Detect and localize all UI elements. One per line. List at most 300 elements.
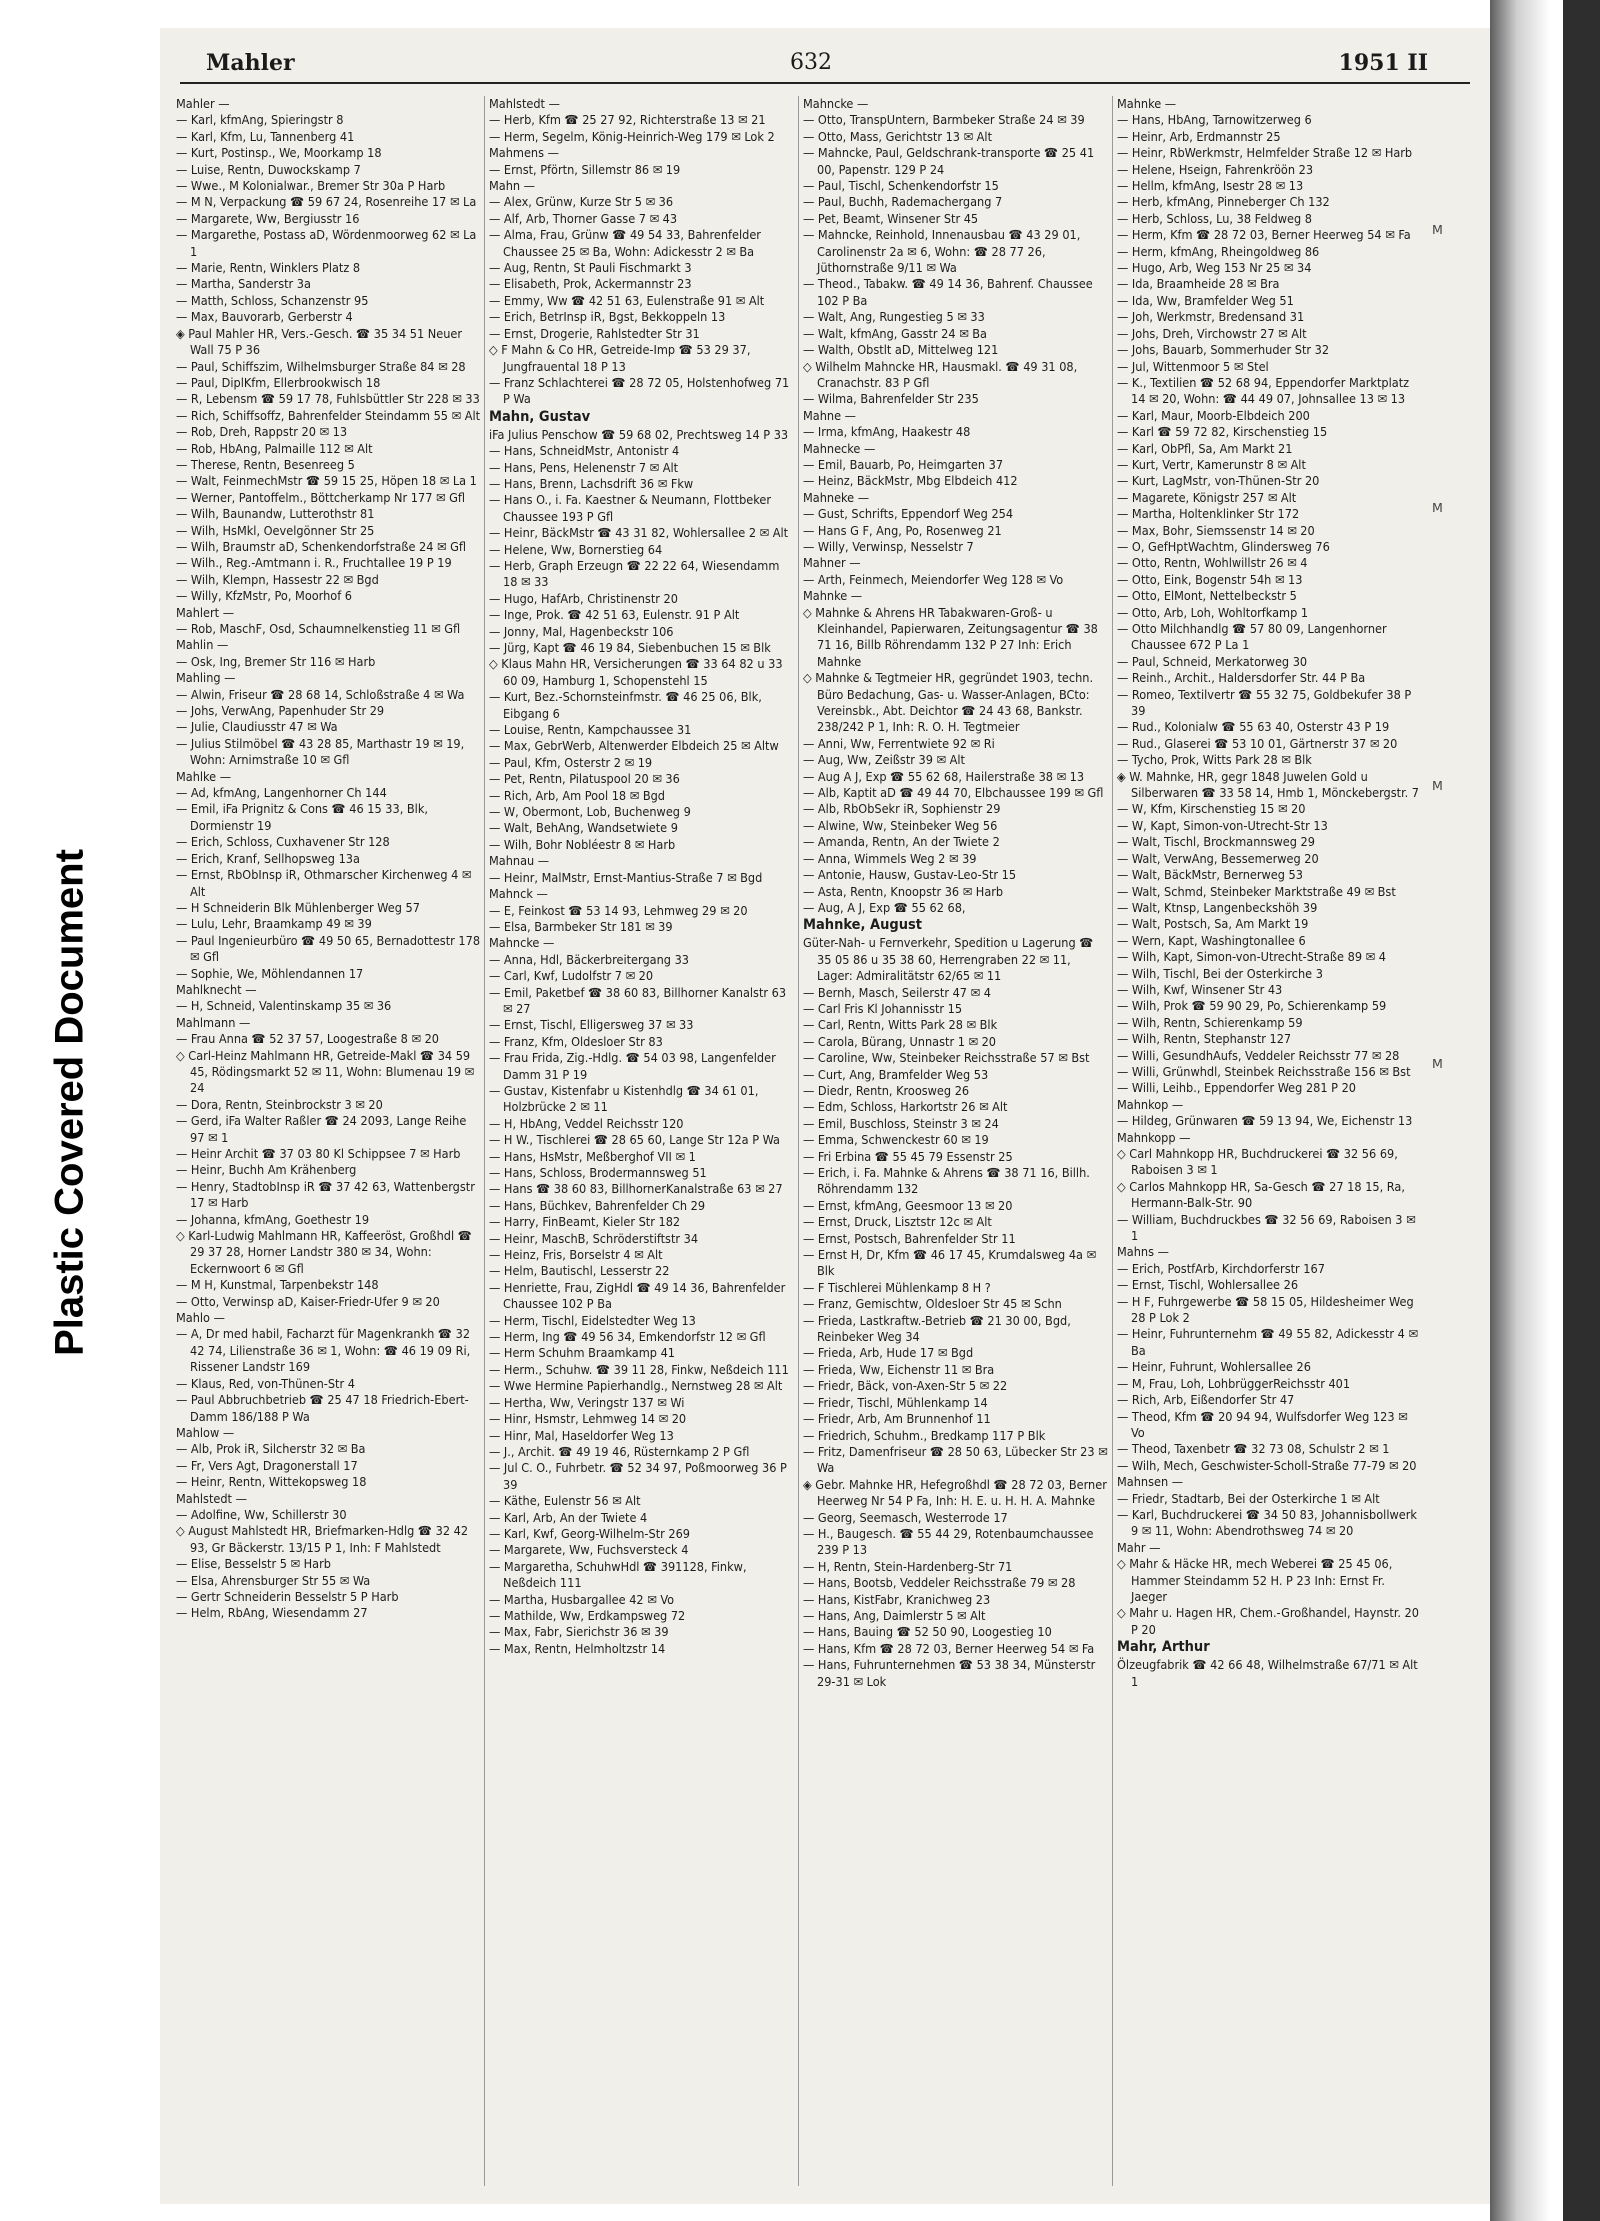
directory-entry: — Heinz, Fris, Borselstr 4 ✉ Alt (489, 1247, 663, 1263)
directory-entry: Mahnck — (489, 886, 548, 902)
directory-entry: — Kurt, Vertr, Kamerunstr 8 ✉ Alt (1117, 456, 1306, 472)
directory-entry: — Helene, Hseign, Fahrenkröön 23 (1117, 161, 1314, 177)
directory-entry: — Therese, Rentn, Besenreeg 5 (176, 456, 355, 472)
directory-entry: — Paul, Tischl, Schenkendorfstr 15 (803, 178, 999, 194)
directory-entry: — Paul, DiplKfm, Ellerbrookwisch 18 (176, 374, 381, 390)
directory-entry: — H, Rentn, Stein-Hardenberg-Str 71 (803, 1558, 1013, 1574)
directory-entry: — Margarete, Ww, Fuchsversteck 4 (489, 1542, 689, 1558)
directory-entry: — Arth, Feinmech, Meiendorfer Weg 128 ✉ Vo (803, 571, 1064, 587)
directory-entry: — Alwine, Ww, Steinbeker Weg 56 (803, 817, 998, 833)
column-rule (484, 96, 485, 2186)
directory-entry: — Hans, Schloss, Brodermannsweg 51 (489, 1165, 707, 1180)
directory-entry: — M, Frau, Loh, LohbrüggerReichsstr 401 (1117, 1375, 1351, 1391)
directory-heading: Mahr, Arthur (1117, 1639, 1210, 1656)
directory-entry: — Elsa, Barmbeker Str 181 ✉ 39 (489, 918, 673, 934)
directory-entry: — Frieda, Ww, Eichenstr 11 ✉ Bra (803, 1361, 995, 1377)
directory-entry: ◈ W. Mahnke, HR, gegr 1848 Juwelen Gold u Silberwaren ☎ 33 58 14, Hmb 1, Mönckebergstr. 7 (1117, 768, 1419, 801)
directory-entry: — Fri Erbina ☎ 55 45 79 Essenstr 25 (803, 1148, 1013, 1164)
directory-entry: — Emma, Schwenckestr 60 ✉ 19 (803, 1132, 989, 1148)
directory-entry: — Hans O., i. Fa. Kaestner & Neumann, Flottbeker Chaussee 193 P Gfl (489, 492, 771, 524)
directory-entry: — Erich, PostfArb, Kirchdorferstr 167 (1117, 1260, 1325, 1276)
directory-entry: — Willi, Grünwhdl, Steinbek Reichsstraße 156 ✉ Bst (1117, 1063, 1411, 1079)
directory-entry: — Käthe, Eulenstr 56 ✉ Alt (489, 1493, 641, 1509)
directory-entry: — Erich, Schloss, Cuxhavener Str 128 (176, 834, 390, 850)
directory-entry: — Ernst, RbObInsp iR, Othmarscher Kirchenweg 4 ✉ Alt (176, 867, 472, 899)
directory-entry: — F Tischlerei Mühlenkamp 8 H ? (803, 1279, 991, 1295)
directory-entry: — Wilh, Mech, Geschwister-Scholl-Straße 77-79 ✉ 20 (1117, 1457, 1417, 1473)
directory-entry: — Rob, HbAng, Palmaille 112 ✉ Alt (176, 440, 373, 456)
directory-entry: — Wern, Kapt, Washingtonallee 6 (1117, 932, 1306, 948)
directory-entry: ◈ Gebr. Mahnke HR, Hefegroßhdl ☎ 28 72 03, Berner Heerweg Nr 54 P Fa, Inh: H. E. u. H. H. A. Mahnke (803, 1476, 1107, 1509)
directory-column-1 (176, 96, 481, 2196)
directory-entry: ◇ Wilhelm Mahncke HR, Hausmakl. ☎ 49 31 08, Cranachstr. 83 P Gfl (803, 358, 1078, 390)
directory-entry: — Willy, Verwinsp, Nesselstr 7 (803, 538, 974, 554)
directory-entry: — Emmy, Ww ☎ 42 51 63, Eulenstraße 91 ✉ Alt (489, 292, 765, 308)
directory-entry: — Karl, Kfm, Lu, Tannenberg 41 (176, 128, 355, 144)
directory-entry: Mahnkopp — (1117, 1129, 1191, 1145)
directory-entry: — Wilma, Bahrenfelder Str 235 (803, 391, 979, 407)
directory-entry: — Ernst, Pförtn, Sillemstr 86 ✉ 19 (489, 161, 681, 177)
directory-entry: — Ernst H, Dr, Kfm ☎ 46 17 45, Krumdalsweg 4a ✉ Blk (803, 1247, 1097, 1279)
directory-entry: — Heinr, Fuhrunternehm ☎ 49 55 82, Adickesstr 4 ✉ Ba (1117, 1326, 1418, 1358)
directory-entry: — Rud., Glaserei ☎ 53 10 01, Gärtnerstr 37 ✉ 20 (1117, 735, 1398, 751)
margin-letters (1428, 96, 1458, 2196)
directory-entry: Mahner — (803, 555, 861, 571)
directory-entry: — Louise, Rentn, Kampchaussee 31 (489, 722, 692, 738)
directory-entry: — Wilh, Rentn, Schierenkamp 59 (1117, 1014, 1303, 1030)
directory-entry: Mahnke — (1117, 96, 1177, 111)
directory-entry: — Paul, Schneid, Merkatorweg 30 (1117, 653, 1308, 669)
directory-entry: — Max, GebrWerb, Altenwerder Elbdeich 25 ✉ Altw (489, 738, 779, 754)
directory-entry: — O, GefHptWachtm, Glindersweg 76 (1117, 538, 1330, 554)
directory-entry: — R, Lebensm ☎ 59 17 78, Fuhlsbüttler Str 228 ✉ 33 (176, 391, 480, 407)
directory-entry: — Otto Milchhandlg ☎ 57 80 09, Langenhorner Chaussee 672 P La 1 (1117, 621, 1387, 653)
directory-entry: — William, Buchdruckbes ☎ 32 56 69, Raboisen 3 ✉ 1 (1117, 1211, 1416, 1244)
directory-entry: — K., Textilien ☎ 52 68 94, Eppendorfer Marktplatz 14 ✉ 20, Wohn: ☎ 44 49 07, Johnsallee 13 ✉ 13 (1117, 374, 1410, 407)
directory-entry: — Emil, Bauarb, Po, Heimgarten 37 (803, 456, 1004, 472)
directory-entry: — Walt, Schmd, Steinbeker Marktstraße 49 ✉ Bst (1117, 883, 1396, 899)
directory-entry: — Hans, SchneidMstr, Antonistr 4 (489, 443, 680, 459)
directory-entry: — Pet, Rentn, Pilatuspool 20 ✉ 36 (489, 771, 680, 787)
directory-entry: — Karl, Kwf, Georg-Wilhelm-Str 269 (489, 1525, 691, 1541)
header-right: 1951 II (1338, 50, 1428, 76)
directory-entry: — Frau Anna ☎ 52 37 57, Loogestraße 8 ✉ 20 (176, 1031, 439, 1047)
directory-entry: — Karl ☎ 59 72 82, Kirschenstieg 15 (1117, 424, 1328, 440)
directory-entry: Mahnau — (489, 853, 550, 869)
directory-entry: — Hans, Pens, Helenenstr 7 ✉ Alt (489, 459, 679, 475)
directory-entry: — Julie, Claudiusstr 47 ✉ Wa (176, 719, 338, 735)
directory-entry: — Friedr, Tischl, Mühlenkamp 14 (803, 1394, 988, 1410)
directory-entry: Mahncke — (803, 96, 869, 111)
directory-entry: Mahn — (489, 178, 536, 194)
directory-entry: — Heinr, MalMstr, Ernst-Mantius-Straße 7 ✉ Bgd (489, 869, 763, 885)
directory-entry: — Rob, MaschF, Osd, Schaumnelkenstieg 11 ✉ Gfl (176, 621, 461, 636)
directory-entry: — Heinr, RbWerkmstr, Helmfelder Straße 12 ✉ Harb (1117, 145, 1413, 161)
directory-entry: — Fr, Vers Agt, Dragonerstall 17 (176, 1457, 358, 1473)
directory-entry: Mahr — (1117, 1539, 1161, 1555)
directory-entry: — Aug, Rentn, St Pauli Fischmarkt 3 (489, 260, 692, 276)
directory-entry: — Alb, Kaptit aD ☎ 49 44 70, Elbchaussee 199 ✉ Gfl (803, 785, 1104, 801)
directory-entry: — Diedr, Rentn, Kroosweg 26 (803, 1082, 970, 1098)
directory-entry: — E, Feinkost ☎ 53 14 93, Lehmweg 29 ✉ 20 (489, 902, 748, 918)
directory-entry: — Walt, Tischl, Brockmannsweg 29 (1117, 834, 1315, 850)
margin-letter: M (1432, 222, 1443, 237)
directory-column-2 (489, 96, 795, 2196)
directory-entry: — Frau Frida, Zig.-Hdlg. ☎ 54 03 98, Langenfelder Damm 31 P 19 (489, 1050, 776, 1082)
directory-entry: — Hans, Brenn, Lachsdrift 36 ✉ Fkw (489, 475, 694, 491)
directory-entry: — Aug, A J, Exp ☎ 55 62 68, (803, 899, 966, 915)
directory-entry: — Wilh, HsMkl, Oevelgönner Str 25 (176, 522, 375, 538)
directory-entry: — Heinz, BäckMstr, Mbg Elbdeich 412 (803, 473, 1018, 489)
directory-entry: ◇ F Mahn & Co HR, Getreide-Imp ☎ 53 29 37, Jungfrauental 18 P 13 (489, 342, 751, 374)
directory-entry: — Max, Fabr, Sierichstr 36 ✉ 39 (489, 1624, 669, 1640)
directory-entry: — H., Baugesch. ☎ 55 44 29, Rotenbaumchaussee 239 P 13 (803, 1525, 1094, 1558)
directory-entry: — Caroline, Ww, Steinbeker Reichsstraße 57 ✉ Bst (803, 1050, 1090, 1066)
directory-entry: — Klaus, Red, von-Thünen-Str 4 (176, 1375, 355, 1391)
page-edge-shadow (1490, 0, 1550, 2221)
directory-entry: — A, Dr med habil, Facharzt für Magenkrankh ☎ 32 42 74, Lilienstraße 36 ✉ 1, Wohn: ☎ 46 19 09 Ri, Rissener Landstr 169 (176, 1326, 471, 1375)
directory-entry: ◇ Mahnke & Tegtmeier HR, gegründet 1903, techn. Büro Bedachung, Gas- u. Wasser-Anlagen, BCto: Vereinsbk., Abt. Deichtor ☎ 24 43 68, Bankstr. 238/242 P 1, Inh: R. O. H. Tegtmeier (803, 670, 1094, 735)
page-number: 632 (790, 50, 832, 75)
directory-entry: — Wilh, Klempn, Hassestr 22 ✉ Bgd (176, 571, 379, 587)
directory-entry: — Jul, Wittenmoor 5 ✉ Stel (1117, 358, 1269, 374)
directory-entry: — Hugo, HafArb, Christinenstr 20 (489, 590, 678, 606)
directory-entry: — Fritz, Damenfriseur ☎ 28 50 63, Lübecker Str 23 ✉ Wa (803, 1443, 1108, 1476)
directory-entry: ◇ Carl Mahnkopp HR, Buchdruckerei ☎ 32 56 69, Raboisen 3 ✉ 1 (1117, 1146, 1398, 1178)
directory-entry: — Hans, Ang, Daimlerstr 5 ✉ Alt (803, 1607, 986, 1623)
directory-entry: — Heinr, Fuhrunt, Wohlersallee 26 (1117, 1359, 1311, 1375)
directory-entry: — Ernst, Drogerie, Rahlstedter Str 31 (489, 325, 700, 341)
directory-entry: — Magarete, Königstr 257 ✉ Alt (1117, 489, 1297, 505)
directory-entry: ◇ Mahr u. Hagen HR, Chem.-Großhandel, Haynstr. 20 P 20 (1117, 1605, 1419, 1637)
directory-entry: — H W., Tischlerei ☎ 28 65 60, Lange Str 12a P Wa (489, 1132, 780, 1148)
directory-entry: — Elisabeth, Prok, Ackermannstr 23 (489, 276, 692, 292)
directory-entry: Mahnecke — (803, 440, 876, 456)
directory-entry: — Herm, Tischl, Eidelstedter Weg 13 (489, 1312, 696, 1328)
directory-entry: — Friedr, Arb, Am Brunnenhof 11 (803, 1411, 991, 1427)
directory-entry: — Alf, Arb, Thorner Gasse 7 ✉ 43 (489, 210, 678, 226)
directory-entry: — Ida, Ww, Bramfelder Weg 51 (1117, 292, 1294, 308)
directory-entry: — Otto, ElMont, Nettelbeckstr 5 (1117, 588, 1297, 604)
directory-entry: — Martha, Holtenklinker Str 172 (1117, 506, 1300, 522)
directory-entry: Güter-Nah- u Fernverkehr, Spedition u Lagerung ☎ 35 05 86 u 35 38 60, Herrengraben 22 ✉ 11, Lager: Admiralitätstr 62/65 ✉ 11 (803, 935, 1094, 984)
directory-entry: Mahmens — (489, 145, 559, 161)
header-left: Mahler (206, 50, 295, 76)
directory-entry: — Martha, Husbargallee 42 ✉ Vo (489, 1591, 675, 1607)
directory-entry: — Kurt, LagMstr, von-Thünen-Str 20 (1117, 473, 1320, 489)
directory-entry: — Alb, Prok iR, Silcherstr 32 ✉ Ba (176, 1441, 366, 1457)
directory-entry: Mahler — (176, 96, 230, 111)
directory-entry: — Otto, TranspUntern, Barmbeker Straße 24 ✉ 39 (803, 112, 1085, 128)
directory-entry: — Otto, Mass, Gerichtstr 13 ✉ Alt (803, 128, 993, 144)
directory-entry: — Martha, Sanderstr 3a (176, 276, 311, 292)
directory-entry: — Helene, Ww, Bornerstieg 64 (489, 541, 663, 557)
directory-entry: — Wilh, Bohr Nobléestr 8 ✉ Harb (489, 836, 676, 852)
directory-entry: — Herb, Schloss, Lu, 38 Feldweg 8 (1117, 210, 1313, 226)
directory-entry: — Walt, VerwAng, Bessemerweg 20 (1117, 850, 1319, 866)
directory-entry: — Max, Bauvorarb, Gerberstr 4 (176, 309, 353, 325)
directory-entry: Mahlow — (176, 1424, 235, 1440)
directory-entry: — Herm, Ing ☎ 49 56 34, Emkendorfstr 12 ✉ Gfl (489, 1329, 766, 1345)
directory-entry: — Heinr, Rentn, Wittekopsweg 18 (176, 1474, 367, 1490)
directory-entry: — Dora, Rentn, Steinbrockstr 3 ✉ 20 (176, 1096, 383, 1112)
directory-entry: — H Schneiderin Blk Mühlenberger Weg 57 (176, 899, 420, 915)
directory-entry: — Walt, kfmAng, Gasstr 24 ✉ Ba (803, 325, 987, 341)
directory-entry: — Wilh, Baunandw, Lutterothstr 81 (176, 506, 375, 522)
directory-entry: — Paul, Kfm, Osterstr 2 ✉ 19 (489, 754, 653, 770)
directory-entry: — Gerd, iFa Walter Raßler ☎ 24 2093, Lange Reihe 97 ✉ 1 (176, 1113, 467, 1145)
directory-entry: — Walt, Ktnsp, Langenbeckshöh 39 (1117, 899, 1318, 915)
directory-entry: Mahlo — (176, 1310, 225, 1326)
directory-entry: — Herm, Kfm ☎ 28 72 03, Berner Heerweg 54 ✉ Fa (1117, 227, 1411, 243)
directory-entry: — Jul C. O., Fuhrbetr. ☎ 52 34 97, Poßmoorweg 36 P 39 (489, 1460, 787, 1492)
directory-entry: — Erich, BetrInsp iR, Bgst, Bekkoppeln 13 (489, 309, 726, 325)
directory-entry: — Walth, Obstlt aD, Mittelweg 121 (803, 342, 999, 358)
directory-entry: — Helm, RbAng, Wiesendamm 27 (176, 1605, 368, 1621)
directory-entry: — Theod, Taxenbetr ☎ 32 73 08, Schulstr 2 ✉ 1 (1117, 1441, 1390, 1457)
directory-entry: — Hinr, Hsmstr, Lehmweg 14 ✉ 20 (489, 1411, 687, 1427)
directory-entry: — Ida, Braamheide 28 ✉ Bra (1117, 276, 1280, 292)
directory-entry: — Romeo, Textilvertr ☎ 55 32 75, Goldbekufer 38 P 39 (1117, 686, 1412, 719)
directory-entry: — Herb, Kfm ☎ 25 27 92, Richterstraße 13 ✉ 21 (489, 112, 766, 128)
directory-entry: — Heinr Archit ☎ 37 03 80 Kl Schippsee 7 ✉ Harb (176, 1146, 461, 1161)
directory-entry: — Henry, StadtobInsp iR ☎ 37 42 63, Wattenbergstr 17 ✉ Harb (176, 1178, 475, 1211)
directory-entry: — Hertha, Ww, Veringstr 137 ✉ Wi (489, 1394, 685, 1410)
directory-entry: — Emil, Buschloss, Steinstr 3 ✉ 24 (803, 1115, 999, 1131)
directory-entry: Mahncke — (489, 935, 555, 951)
directory-entry: — Emil, iFa Prignitz & Cons ☎ 46 15 33, Blk, Dormienstr 19 (176, 801, 428, 833)
directory-entry: — W, Kfm, Kirschenstieg 15 ✉ 20 (1117, 801, 1306, 817)
directory-entry: — Karl, Arb, An der Twiete 4 (489, 1509, 648, 1525)
directory-entry: — Carl Fris Kl Johannisstr 15 (803, 1000, 963, 1016)
directory-entry: — Georg, Seemasch, Westerrode 17 (803, 1509, 1008, 1525)
directory-entry: — Otto, Eink, Bogenstr 54h ✉ 13 (1117, 571, 1303, 587)
directory-entry: — Jonny, Mal, Hagenbeckstr 106 (489, 623, 674, 639)
directory-entry: — Alb, RbObSekr iR, Sophienstr 29 (803, 801, 1001, 817)
directory-entry: — Walt, BehAng, Wandsetwiete 9 (489, 820, 678, 836)
directory-entry: — W, Kapt, Simon-von-Utrecht-Str 13 (1117, 817, 1328, 833)
directory-entry: ◇ August Mahlstedt HR, Briefmarken-Hdlg ☎ 32 42 93, Gr Bäckerstr. 13/15 P 1, Inh: F Mahlstedt (176, 1523, 469, 1555)
directory-entry: — Ernst, Tischl, Elligersweg 37 ✉ 33 (489, 1017, 694, 1033)
directory-entry: — Wilh, Braumstr aD, Schenkendorfstraße 24 ✉ Gfl (176, 538, 467, 554)
directory-entry: — Karl, kfmAng, Spieringstr 8 (176, 112, 344, 128)
directory-entry: Mahlin — (176, 637, 229, 653)
directory-entry: — Wilh, Rentn, Stephanstr 127 (1117, 1031, 1292, 1047)
directory-entry: — Bernh, Masch, Seilerstr 47 ✉ 4 (803, 984, 991, 1000)
directory-entry: — Alwin, Friseur ☎ 28 68 14, Schloßstraße 4 ✉ Wa (176, 686, 465, 702)
directory-entry: Mahlke — (176, 768, 232, 784)
directory-entry: Mahneke — (803, 489, 870, 505)
directory-entry: — Anna, Hdl, Bäckerbreitergang 33 (489, 951, 689, 967)
directory-entry: — Karl, Buchdruckerei ☎ 34 50 83, Johannisbollwerk 9 ✉ 11, Wohn: Abendrothsweg 74 ✉ 20 (1117, 1506, 1417, 1539)
directory-entry: — Harry, FinBeamt, Kieler Str 182 (489, 1214, 681, 1230)
directory-entry: — Hans, HsMstr, Meßberghof VII ✉ 1 (489, 1148, 696, 1164)
directory-entry: — Heinr, BäckMstr ☎ 43 31 82, Wohlersallee 2 ✉ Alt (489, 525, 789, 541)
column-rule (798, 96, 799, 2186)
directory-entry: — Inge, Prok. ☎ 42 51 63, Eulenstr. 91 P Alt (489, 607, 740, 623)
directory-entry: — Irma, kfmAng, Haakestr 48 (803, 424, 971, 440)
directory-entry: — Otto, Verwinsp aD, Kaiser-Friedr-Ufer 9 ✉ 20 (176, 1293, 440, 1309)
directory-entry: — Mahncke, Reinhold, Innenausbau ☎ 43 29 01, Carolinenstr 2a ✉ 6, Wohn: ☎ 28 77 26, Jüthornstraße 9/11 ✉ Wa (803, 227, 1081, 276)
directory-entry: — Otto, Rentn, Wohlwillstr 26 ✉ 4 (1117, 555, 1308, 571)
directory-entry: — Friedr, Bäck, von-Axen-Str 5 ✉ 22 (803, 1378, 1008, 1394)
directory-entry: — Carola, Bürang, Unnastr 1 ✉ 20 (803, 1033, 997, 1049)
directory-entry: — Frieda, Lastkraftw.-Betrieb ☎ 21 30 00, Bgd, Reinbeker Weg 34 (803, 1312, 1071, 1345)
directory-entry: — Margaretha, SchuhwHdl ☎ 391128, Finkw, Neßdeich 111 (489, 1558, 747, 1591)
directory-entry: — Franz Schlachterei ☎ 28 72 05, Holstenhofweg 71 P Wa (489, 374, 790, 407)
directory-entry: — Wwe Hermine Papierhandlg., Nernstweg 28 ✉ Alt (489, 1378, 783, 1394)
directory-entry: — H F, Fuhrgewerbe ☎ 58 15 05, Hildesheimer Weg 28 P Lok 2 (1117, 1293, 1414, 1326)
directory-entry: — Ernst, Druck, Lisztstr 12c ✉ Alt (803, 1214, 992, 1230)
margin-letter: M (1432, 500, 1443, 515)
directory-entry: — J., Archit. ☎ 49 19 46, Rüsternkamp 2 P Gfl (489, 1443, 750, 1459)
directory-entry: — Alex, Grünw, Kurze Str 5 ✉ 36 (489, 194, 674, 210)
directory-entry: — Wilh, Kwf, Winsener Str 43 (1117, 981, 1283, 997)
directory-entry: — Julius Stilmöbel ☎ 43 28 85, Marthastr 19 ✉ 19, Wohn: Arnimstraße 10 ✉ Gfl (176, 735, 465, 768)
directory-entry: — Luise, Rentn, Duwockskamp 7 (176, 161, 361, 177)
directory-entry: — Hans, Büchkev, Bahrenfelder Ch 29 (489, 1197, 706, 1213)
directory-entry: — Theod., Tabakw. ☎ 49 14 36, Bahrenf. Chaussee 102 P Ba (803, 276, 1093, 308)
directory-entry: — Rud., Kolonialw ☎ 55 63 40, Osterstr 43 P 19 (1117, 719, 1390, 735)
directory-entry: — Gust, Schrifts, Eppendorf Weg 254 (803, 506, 1014, 522)
directory-entry: — Osk, Ing, Bremer Str 116 ✉ Harb (176, 653, 376, 669)
scanner-background (1563, 0, 1600, 2221)
directory-entry: — Wilh, Prok ☎ 59 90 29, Po, Schierenkamp 59 (1117, 998, 1387, 1014)
directory-entry: — Rich, Arb, Eißendorfer Str 47 (1117, 1392, 1295, 1408)
directory-entry: — Friedrich, Schuhm., Bredkamp 117 P Blk (803, 1427, 1046, 1443)
directory-entry: — Herm, Segelm, König-Heinrich-Weg 179 ✉ Lok 2 (489, 128, 775, 144)
directory-entry: — Walt, Postsch, Sa, Am Markt 19 (1117, 916, 1309, 932)
directory-entry: — Max, Bohr, Siemssenstr 14 ✉ 20 (1117, 522, 1315, 538)
directory-entry: — Curt, Ang, Bramfelder Weg 53 (803, 1066, 989, 1082)
directory-entry: Mahns — (1117, 1244, 1169, 1260)
directory-entry: — Franz, Kfm, Oldesloer Str 83 (489, 1033, 663, 1049)
directory-entry: — Karl, Maur, Moorb-Elbdeich 200 (1117, 407, 1310, 423)
directory-heading: Mahn, Gustav (489, 408, 591, 425)
directory-entry: — M H, Kunstmal, Tarpenbekstr 148 (176, 1277, 379, 1293)
directory-entry: — Rich, Arb, Am Pool 18 ✉ Bgd (489, 787, 665, 803)
directory-entry: — Antonie, Hausw, Gustav-Leo-Str 15 (803, 867, 1017, 883)
directory-column-3 (803, 96, 1109, 2196)
directory-entry: — Gustav, Kistenfabr u Kistenhdlg ☎ 34 61 01, Holzbrücke 2 ✉ 11 (489, 1082, 759, 1115)
directory-entry: — Paul Ingenieurbüro ☎ 49 50 65, Bernadottestr 178 ✉ Gfl (176, 932, 481, 965)
directory-entry: Ölzeugfabrik ☎ 42 66 48, Wilhelmstraße 67/71 ✉ Alt 1 (1117, 1657, 1418, 1689)
directory-entry: — Gertr Schneiderin Besselstr 5 P Harb (176, 1588, 399, 1604)
margin-letter: M (1432, 778, 1443, 793)
directory-entry: — Wwe., M Kolonialwar., Bremer Str 30a P Harb (176, 178, 446, 194)
directory-entry: — H, HbAng, Veddel Reichsstr 120 (489, 1115, 684, 1131)
directory-entry: — Carl, Rentn, Witts Park 28 ✉ Blk (803, 1017, 998, 1033)
directory-entry: ◇ Carl-Heinz Mahlmann HR, Getreide-Makl ☎ 34 59 45, Rödingsmarkt 52 ✉ 11, Wohn: Blumenau 19 ✉ 24 (176, 1047, 475, 1096)
directory-entry: — Ernst, Tischl, Wohlersallee 26 (1117, 1277, 1299, 1293)
directory-entry: — Willy, KfzMstr, Po, Moorhof 6 (176, 588, 353, 604)
directory-entry: — Kurt, Bez.-Schornsteinfmstr. ☎ 46 25 06, Blk, Eibgang 6 (489, 689, 762, 721)
directory-entry: — W, Obermont, Lob, Buchenweg 9 (489, 804, 691, 820)
directory-entry: ◇ Carlos Mahnkopp HR, Sa-Gesch ☎ 27 18 15, Ra, Hermann-Balk-Str. 90 (1117, 1178, 1405, 1211)
directory-entry: — Johs, Bauarb, Sommerhuder Str 32 (1117, 342, 1330, 358)
directory-entry: — Frieda, Arb, Hude 17 ✉ Bgd (803, 1345, 974, 1361)
directory-entry: — Friedr, Stadtarb, Bei der Osterkirche 1 ✉ Alt (1117, 1490, 1380, 1506)
directory-entry: — Heinr, MaschB, Schröderstiftstr 34 (489, 1230, 699, 1246)
directory-entry: — Henriette, Frau, ZigHdl ☎ 49 14 36, Bahrenfelder Chaussee 102 P Ba (489, 1279, 786, 1312)
directory-entry: — Margarete, Ww, Bergiusstr 16 (176, 210, 360, 226)
directory-entry: — Karl, ObPfl, Sa, Am Markt 21 (1117, 440, 1293, 456)
directory-entry: — Wilh., Reg.-Amtmann i. R., Fruchtallee 19 P 19 (176, 555, 452, 571)
directory-entry: ◇ Mahnke & Ahrens HR Tabakwaren-Groß- u Kleinhandel, Papierwaren, Zeitungsagentur ☎ 38 71 16, Billb Röhrendamm 132 P 27 Inh: Erich Mahnke (803, 604, 1098, 669)
directory-entry: Mahnsen — (1117, 1474, 1184, 1490)
directory-entry: — Herb, Graph Erzeugn ☎ 22 22 64, Wiesendamm 18 ✉ 33 (489, 557, 780, 590)
directory-entry: — Aug A J, Exp ☎ 55 62 68, Hailerstraße 38 ✉ 13 (803, 768, 1085, 784)
directory-entry: Mahnke — (803, 588, 863, 604)
directory-entry: — Helm, Bautischl, Lesserstr 22 (489, 1263, 670, 1279)
directory-entry: — Hildeg, Grünwaren ☎ 59 13 94, We, Eichenstr 13 (1117, 1113, 1413, 1129)
directory-entry: — Reinh., Archit., Haldersdorfer Str. 44 P Ba (1117, 670, 1366, 686)
directory-entry: — Mathilde, Ww, Erdkampsweg 72 (489, 1607, 686, 1623)
directory-entry: Mahlstedt — (176, 1490, 247, 1506)
directory-entry: — Matth, Schloss, Schanzenstr 95 (176, 292, 369, 308)
directory-entry: — Margarethe, Postass aD, Wördenmoorweg 62 ✉ La 1 (176, 227, 477, 259)
directory-entry: — Hugo, Arb, Weg 153 Nr 25 ✉ 34 (1117, 260, 1312, 276)
directory-entry: Mahlknecht — (176, 981, 257, 997)
directory-column-4 (1117, 96, 1423, 2196)
column-rule (1112, 96, 1113, 2186)
directory-entry: Mahne — (803, 407, 856, 423)
directory-entry: — Sophie, We, Möhlendannen 17 (176, 965, 364, 981)
directory-entry: — Ernst, kfmAng, Geesmoor 13 ✉ 20 (803, 1197, 1013, 1213)
directory-entry: — Herm Schuhm Braamkamp 41 (489, 1345, 675, 1361)
side-label: Plastic Covered Document (47, 849, 92, 1356)
directory-entry: — Paul Abbruchbetrieb ☎ 25 47 18 Friedrich-Ebert-Damm 186/188 P Wa (176, 1392, 469, 1424)
directory-entry: — Rob, Dreh, Rappstr 20 ✉ 13 (176, 424, 348, 440)
directory-entry: — Theod, Kfm ☎ 20 94 94, Wulfsdorfer Weg 123 ✉ Vo (1117, 1408, 1408, 1440)
directory-entry: — Ad, kfmAng, Langenhorner Ch 144 (176, 785, 387, 801)
directory-entry: — Edm, Schloss, Harkortstr 26 ✉ Alt (803, 1099, 1008, 1115)
directory-entry: — Hans, HbAng, Tarnowitzerweg 6 (1117, 112, 1312, 128)
directory-entry: — Franz, Gemischtw, Oldesloer Str 45 ✉ Schn (803, 1296, 1062, 1312)
directory-entry: — Tycho, Prok, Witts Park 28 ✉ Blk (1117, 752, 1312, 768)
directory-entry: — Elise, Besselstr 5 ✉ Harb (176, 1556, 331, 1572)
directory-entry: — Johs, Dreh, Virchowstr 27 ✉ Alt (1117, 325, 1307, 341)
directory-entry: — Lulu, Lehr, Braamkamp 49 ✉ 39 (176, 916, 372, 932)
directory-entry: — Amanda, Rentn, An der Twiete 2 (803, 834, 1000, 850)
directory-entry: — Herm, kfmAng, Rheingoldweg 86 (1117, 243, 1320, 259)
directory-entry: — Hans, Kfm ☎ 28 72 03, Berner Heerweg 54 ✉ Fa (803, 1640, 1095, 1656)
directory-entry: — M N, Verpackung ☎ 59 67 24, Rosenreihe 17 ✉ La (176, 194, 477, 210)
directory-entry: — Heinr, Arb, Erdmannstr 25 (1117, 128, 1281, 144)
directory-entry: — Hans ☎ 38 60 83, BillhornerKanalstraße 63 ✉ 27 (489, 1181, 783, 1197)
directory-entry: — Hans, Bauing ☎ 52 50 90, Loogestieg 10 (803, 1624, 1052, 1640)
directory-heading: Mahnke, August (803, 917, 923, 934)
running-head (180, 42, 1470, 84)
directory-entry: Mahling — (176, 670, 236, 686)
directory-entry: — Alma, Frau, Grünw ☎ 49 54 33, Bahrenfelder Chaussee 25 ✉ Ba, Wohn: Adickesstr 2 ✉ Ba (489, 227, 761, 259)
directory-entry: ◈ Paul Mahler HR, Vers.-Gesch. ☎ 35 34 51 Neuer Wall 75 P 36 (176, 325, 463, 358)
directory-entry: — Mahncke, Paul, Geldschrank-transporte ☎ 25 41 00, Papenstr. 129 P 24 (803, 145, 1095, 177)
directory-entry: — Heinr, Buchh Am Krähenberg (176, 1162, 357, 1178)
directory-entry: Mahlert — (176, 604, 235, 620)
directory-entry: Mahnkop — (1117, 1096, 1184, 1112)
directory-entry: ◇ Klaus Mahn HR, Versicherungen ☎ 33 64 82 u 33 60 09, Hamburg 1, Schopenstehl 15 (489, 656, 783, 688)
directory-entry: — Elsa, Ahrensburger Str 55 ✉ Wa (176, 1572, 371, 1588)
directory-entry: — Johanna, kfmAng, Goethestr 19 (176, 1211, 370, 1227)
directory-entry: — Hans, Bootsb, Veddeler Reichsstraße 79 ✉ 28 (803, 1575, 1076, 1591)
directory-entry: — Werner, Pantoffelm., Böttcherkamp Nr 177 ✉ Gfl (176, 489, 466, 505)
directory-entry: Mahlmann — (176, 1014, 251, 1030)
directory-entry: — Walt, BäckMstr, Bernerweg 53 (1117, 867, 1303, 883)
directory-entry: — Otto, Arb, Loh, Wohltorfkamp 1 (1117, 604, 1309, 620)
directory-entry: — Aug, Ww, Zeißstr 39 ✉ Alt (803, 752, 965, 768)
directory-entry: — Johs, VerwAng, Papenhuder Str 29 (176, 703, 385, 719)
